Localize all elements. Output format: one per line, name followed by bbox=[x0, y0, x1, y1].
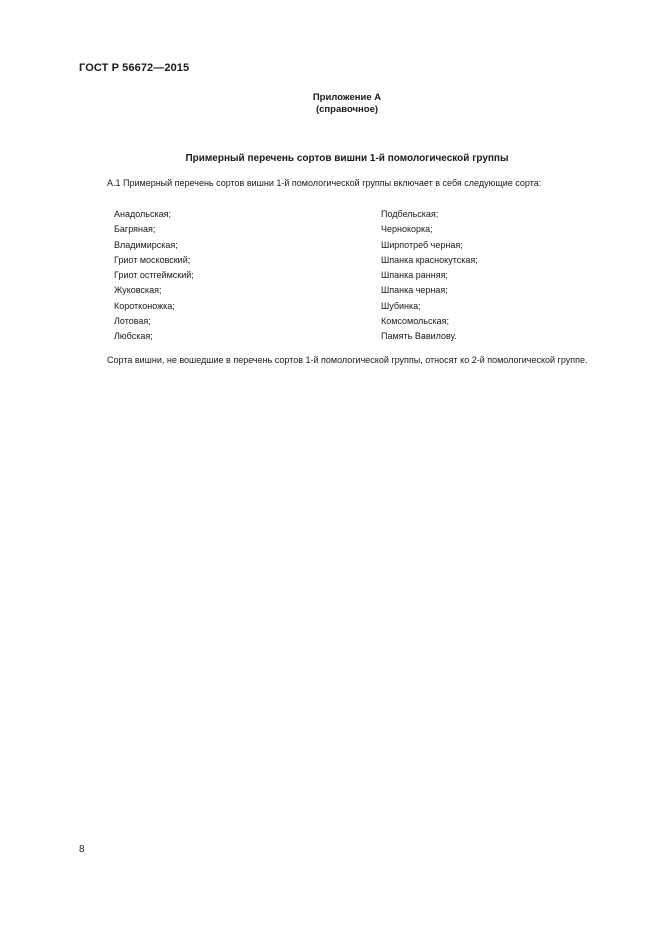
varieties-list-left bbox=[114, 207, 194, 345]
varieties-list-right bbox=[381, 207, 478, 345]
annex-heading bbox=[0, 92, 661, 116]
list-item: Чернокорка; bbox=[381, 224, 433, 235]
list-item: Шубинка; bbox=[381, 300, 421, 311]
list-item: Багряная; bbox=[114, 224, 156, 235]
list-item: Гриот остгеймский; bbox=[114, 270, 194, 281]
list-item: Шпанка черная; bbox=[381, 285, 448, 296]
page-number: 8 bbox=[79, 844, 85, 855]
list-item: Шпанка краснокутская; bbox=[381, 254, 478, 265]
list-item: Ширпотреб черная; bbox=[381, 239, 463, 250]
closing-paragraph: Сорта вишни, не вошедшие в перечень сортов 1-й помологической группы, относят ко 2-й помологической группе. bbox=[107, 355, 588, 365]
annex-subtitle: (справочное) bbox=[315, 104, 379, 115]
intro-paragraph: А.1 Примерный перечень сортов вишни 1-й помологической группы включает в себя следующие сорта: bbox=[107, 178, 542, 188]
list-item: Лотовая; bbox=[114, 316, 151, 327]
section-title: Примерный перечень сортов вишни 1-й помологической группы bbox=[185, 153, 509, 164]
annex-title: Приложение А bbox=[312, 92, 382, 103]
list-item: Подбельская; bbox=[381, 209, 439, 219]
list-item: Владимирская; bbox=[114, 239, 178, 250]
list-item: Жуковская; bbox=[114, 285, 162, 296]
list-item: Шпанка ранняя; bbox=[381, 270, 448, 281]
list-item: Комсомольская; bbox=[381, 316, 449, 327]
standard-code: ГОСТ Р 56672—2015 bbox=[79, 62, 190, 74]
list-item: Коротконожка; bbox=[114, 300, 175, 311]
list-item: Память Вавилову. bbox=[381, 331, 457, 342]
list-item: Гриот московский; bbox=[114, 254, 191, 265]
list-item: Любская; bbox=[114, 331, 153, 342]
list-item: Анадольская; bbox=[114, 209, 171, 219]
